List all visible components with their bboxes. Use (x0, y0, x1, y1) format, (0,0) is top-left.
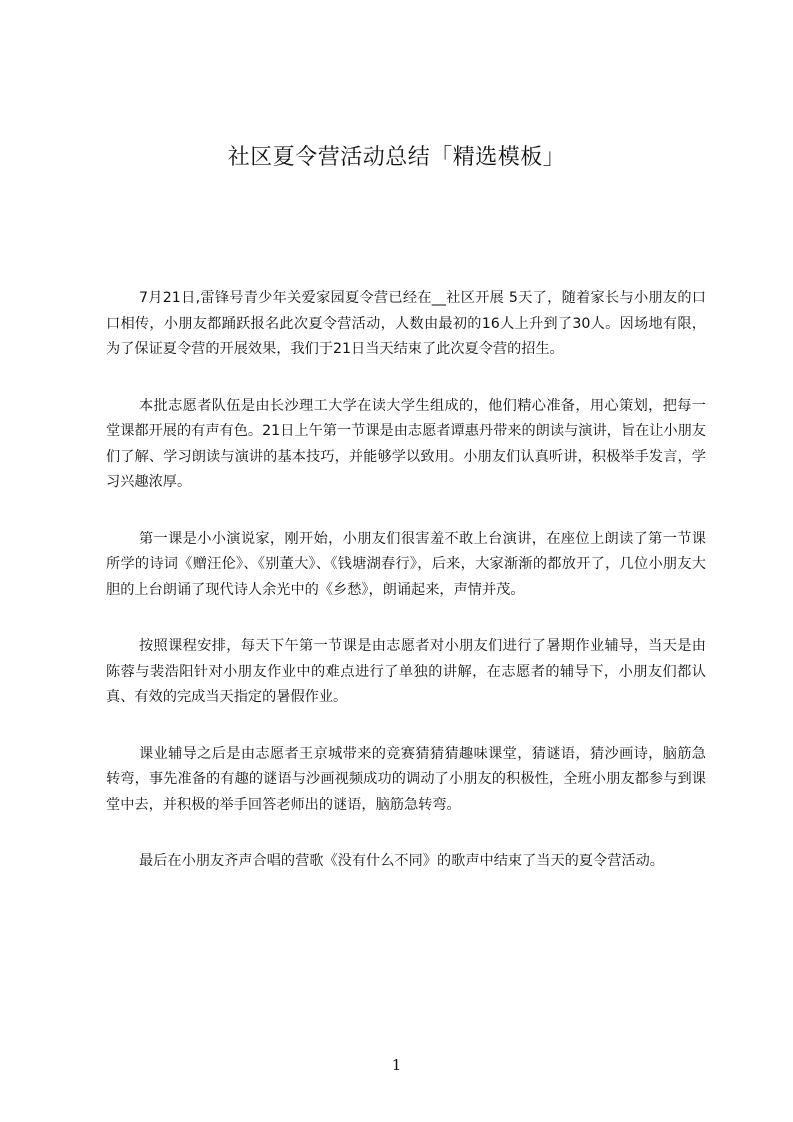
paragraph-5: 课业辅导之后是由志愿者王京城带来的竞赛猜猜猜趣味课堂，猜谜语，猜沙画诗，脑筋急转弯，事先准备的有趣的谜语与沙画视频成功的调动了小朋友的积极性，全班小朋友都参与到课堂中去，并积极的举手回答老师出的谜语，脑筋急转弯。 (106, 745, 706, 813)
paragraph-1: 7月21日,雷锋号青少年关爱家园夏令营已经在__社区开展 5天了，随着家长与小朋友的口口相传，小朋友都踊跃报名此次夏令营活动，人数由最初的16人上升到了30人。因场地有限，为了保证夏令营的开展效果，我们于21日当天结束了此次夏令营的招生。 (106, 290, 706, 357)
paragraph-2: 本批志愿者队伍是由长沙理工大学在读大学生组成的，他们精心准备，用心策划，把每一堂课都开展的有声有色。21日上午第一节课是由志愿者谭惠丹带来的朗读与演讲，旨在让小朋友们了解、学习朗读与演讲的基本技巧，并能够学以致用。小朋友们认真听讲，积极举手发言，学习兴趣浓厚。 (106, 397, 706, 490)
document-title: 社区夏令营活动总结「精选模板」 (227, 145, 566, 170)
paragraph-6: 最后在小朋友齐声合唱的营歌《没有什么不同》的歌声中结束了当天的夏令营活动。 (139, 853, 664, 869)
document-body (106, 286, 706, 906)
page-number: 1 (391, 1056, 402, 1074)
paragraph-3: 第一课是小小演说家，刚开始，小朋友们很害羞不敢上台演讲，在座位上朗读了第一节课所学的诗词《赠汪伦》、《别董大》、《钱塘湖春行》，后来，大家渐渐的都放开了，几位小朋友大胆的上台朗诵了现代诗人余光中的《乡愁》，朗诵起来，声情并茂。 (106, 530, 706, 598)
paragraph-4: 按照课程安排，每天下午第一节课是由志愿者对小朋友们进行了暑期作业辅导，当天是由陈蓉与裴浩阳针对小朋友作业中的难点进行了单独的讲解，在志愿者的辅导下，小朋友们都认真、有效的完成当天指定的暑假作业。 (106, 638, 706, 705)
